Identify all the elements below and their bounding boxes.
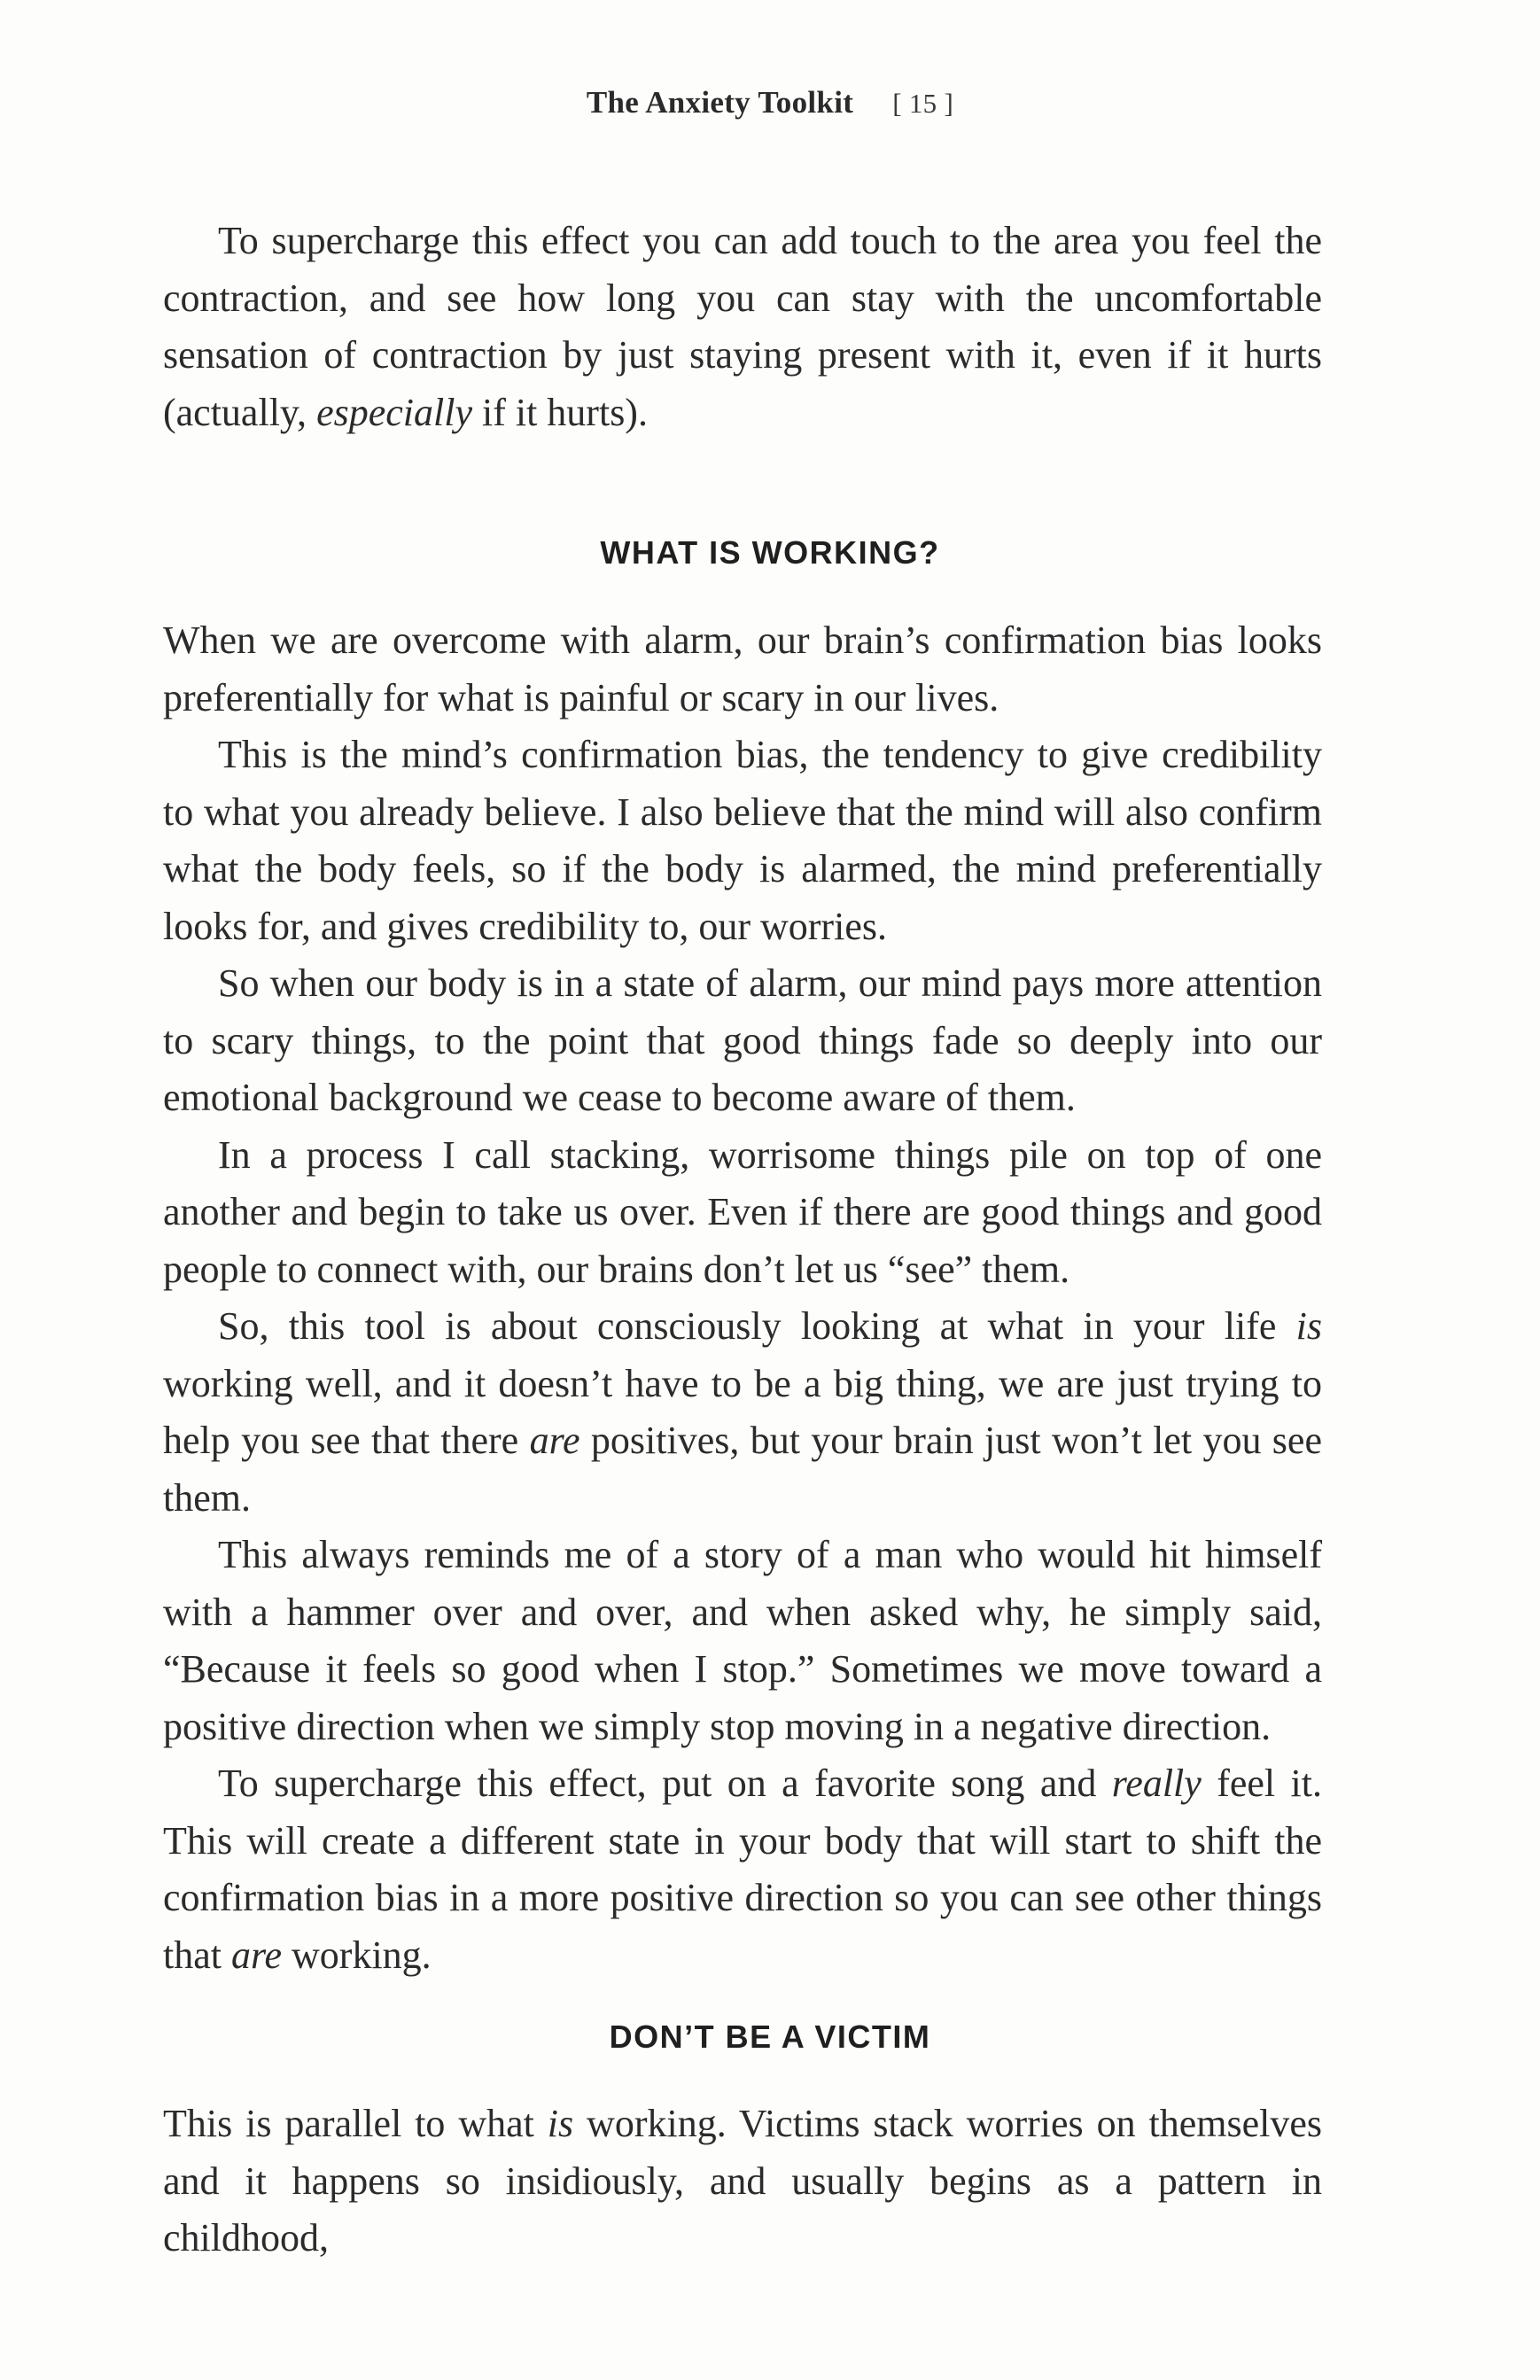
paragraph: This always reminds me of a story of a man who would hit himself with a hammer over and over, and when asked why, he simply said, “Because it feels so good when I stop.” Sometimes we move toward a positive direction when we simply stop moving in a negative direction.: [163, 1533, 1322, 1748]
section-what-is-working-text: [163, 612, 1322, 1984]
running-head: [0, 85, 1540, 121]
paragraph: So when our body is in a state of alarm, our mind pays more attention to scary things, to the point that good things fade so deeply into our emotional background we cease to become aware of them.: [163, 961, 1322, 1119]
book-title: The Anxiety Toolkit: [586, 85, 854, 120]
section-dont-be-a-victim-text: [163, 2096, 1322, 2267]
paragraph: To supercharge this effect, put on a favorite song and really feel it. This will create a different state in your body that will start to shift the confirmation bias in a more positive direction so you can see other things that are working.: [163, 1762, 1323, 1977]
paragraph: When we are overcome with alarm, our brain’s confirmation bias looks preferentially for what is painful or scary in our lives.: [163, 618, 1322, 719]
paragraph: This is the mind’s confirmation bias, the tendency to give credibility to what you already believe. I also believe that the mind will also confirm what the body feels, so if the body is alarmed, the mind preferentially looks for, and gives credibility to, our worries.: [163, 733, 1322, 948]
section-heading-dont-be-a-victim: DON’T BE A VICTIM: [609, 2018, 931, 2055]
page-number: [ 15 ]: [892, 88, 954, 119]
emphasis: are: [529, 1419, 580, 1462]
paragraph: So, this tool is about consciously looking at what in your life is working well, and it doesn’t have to be a big thing, we are just trying to help you see that there are positives, but your brain just won’t let you see them.: [163, 1304, 1322, 1520]
emphasis: really: [1111, 1762, 1202, 1805]
paragraph: In a process I call stacking, worrisome things pile on top of one another and begin to take us over. Even if there are good things and good people to connect with, our brains don’t let us “see” them.: [163, 1132, 1322, 1291]
intro-text: [163, 213, 1322, 441]
paragraph: To supercharge this effect you can add touch to the area you feel the contraction, and see how long you can stay with the uncomfortable sensation of contraction by just staying present with it, even if it hurts (actually, especially if it hurts).: [163, 219, 1322, 434]
emphasis: is: [547, 2102, 574, 2145]
section-heading-what-is-working: WHAT IS WORKING?: [600, 534, 940, 571]
emphasis: especially: [316, 390, 472, 434]
emphasis: are: [230, 1933, 283, 1977]
emphasis: is: [1295, 1304, 1322, 1348]
paragraph: This is parallel to what is working. Victims stack worries on themselves and it happens so insidiously, and usually begins as a pattern in childhood,: [163, 2102, 1322, 2259]
